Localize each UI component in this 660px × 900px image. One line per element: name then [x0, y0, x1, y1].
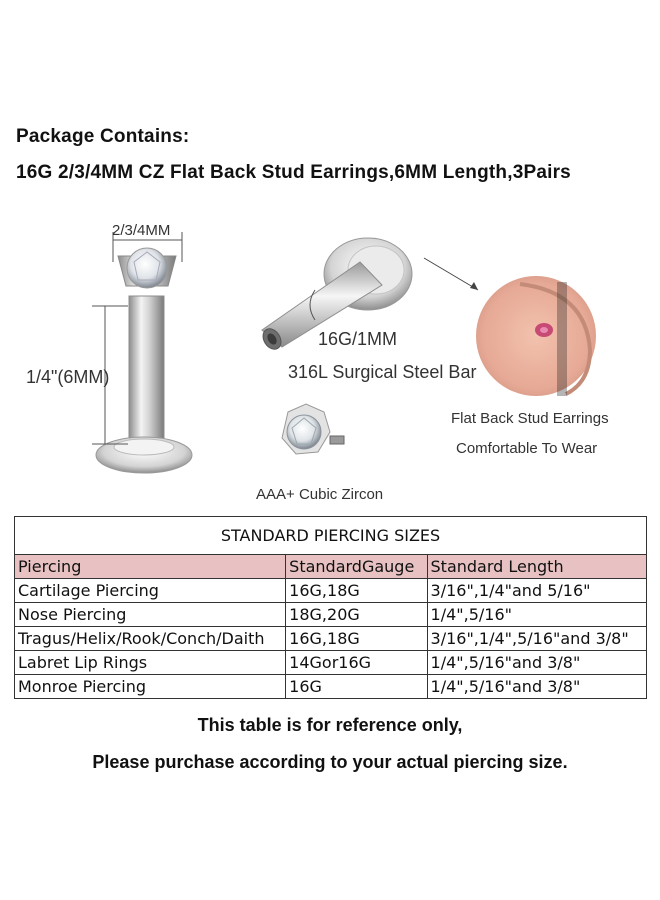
- table-cell: 1/4",5/16"and 3/8": [427, 651, 646, 675]
- cubic-zircon-gem-illustration: [282, 404, 344, 454]
- length-label: 1/4"(6MM): [26, 367, 110, 387]
- table-cell: 16G,18G: [286, 579, 427, 603]
- table-row: [15, 627, 647, 651]
- table-cell: Labret Lip Rings: [15, 651, 286, 675]
- table-cell: 1/4",5/16": [427, 603, 646, 627]
- ear-photo: [476, 276, 596, 396]
- table-row: [15, 603, 647, 627]
- table-cell: 1/4",5/16"and 3/8": [427, 675, 646, 699]
- footer-note-line2: Please purchase according to your actual piercing size.: [92, 752, 568, 772]
- table-cell: 16G,18G: [286, 627, 427, 651]
- product-subtitle: 16G 2/3/4MM CZ Flat Back Stud Earrings,6MM Length,3Pairs: [16, 162, 571, 183]
- column-header: Piercing: [15, 555, 286, 579]
- table-row: [15, 675, 647, 699]
- table-row: [15, 579, 647, 603]
- table-cell: 14Gor16G: [286, 651, 427, 675]
- stud-side-view-illustration: [92, 232, 192, 473]
- table-cell: Nose Piercing: [15, 603, 286, 627]
- gauge-label: 16G/1MM: [318, 329, 398, 349]
- footer-note-line1: This table is for reference only,: [197, 715, 463, 735]
- caption-line1: Flat Back Stud Earrings: [451, 410, 609, 427]
- table-cell: 3/16",1/4",5/16"and 3/8": [427, 627, 646, 651]
- bar-material-label: 316L Surgical Steel Bar: [288, 362, 477, 382]
- table-cell: Cartilage Piercing: [15, 579, 286, 603]
- arrow-icon: [424, 258, 478, 290]
- gem-size-label: 2/3/4MM: [112, 222, 171, 239]
- table-cell: Tragus/Helix/Rook/Conch/Daith: [15, 627, 286, 651]
- stone-label: AAA+ Cubic Zircon: [256, 486, 384, 503]
- caption-line2: Comfortable To Wear: [456, 440, 598, 457]
- table-row: [15, 651, 647, 675]
- piercing-sizes-table: [14, 516, 647, 699]
- table-header-row: [15, 555, 647, 579]
- table-title: STANDARD PIERCING SIZES: [15, 517, 647, 555]
- page-title: Package Contains:: [16, 126, 190, 147]
- column-header: StandardGauge: [286, 555, 427, 579]
- table-cell: 3/16",1/4"and 5/16": [427, 579, 646, 603]
- column-header: Standard Length: [427, 555, 646, 579]
- table-cell: 16G: [286, 675, 427, 699]
- table-cell: 18G,20G: [286, 603, 427, 627]
- table-cell: Monroe Piercing: [15, 675, 286, 699]
